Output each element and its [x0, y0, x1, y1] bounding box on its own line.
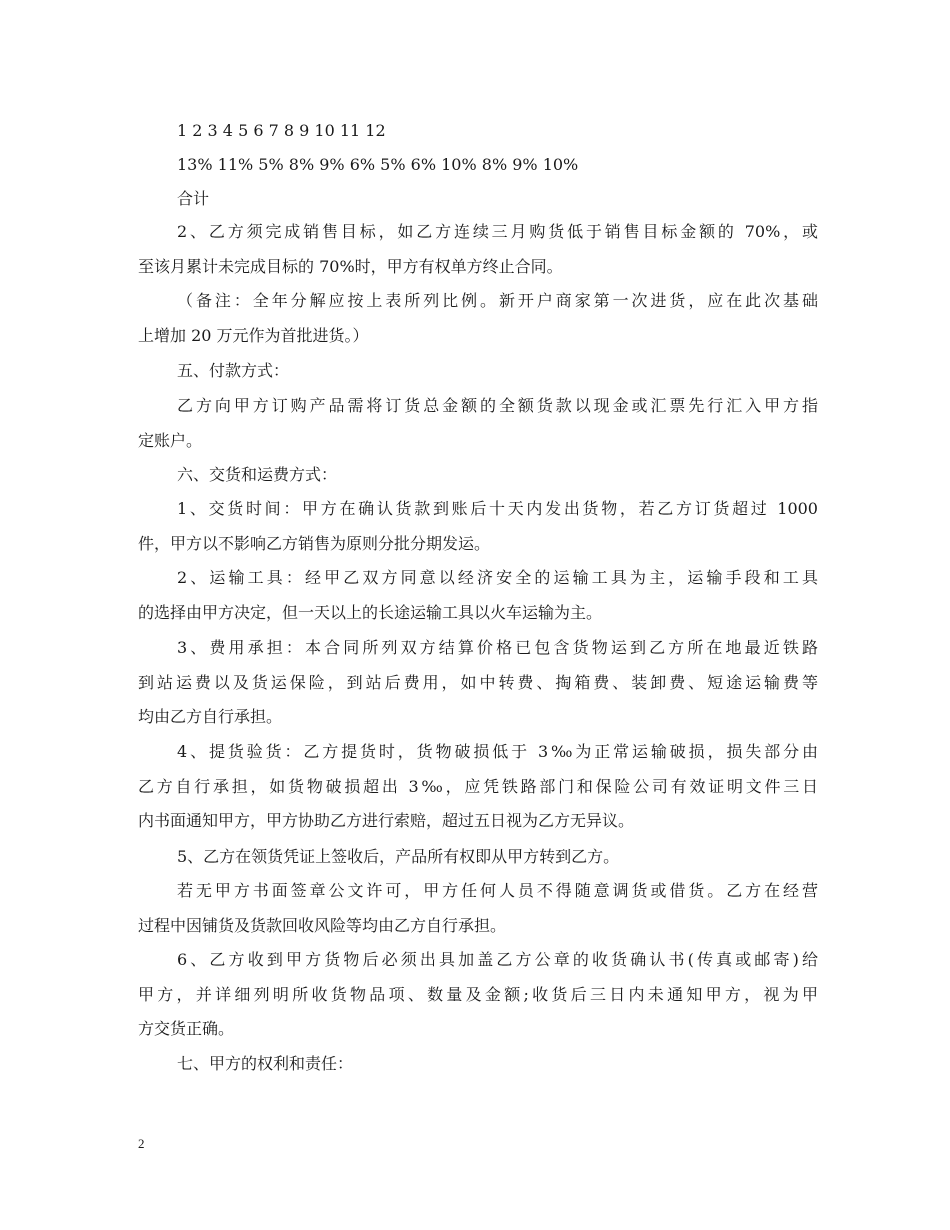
text-line: 2、运输工具：经甲乙双方同意以经济安全的运输工具为主，运输手段和工具	[177, 568, 818, 587]
text-line: 乙方向甲方订购产品需将订货总金额的全额货款以现金或汇票先行汇入甲方指	[177, 396, 818, 415]
text-line: 若无甲方书面签章公文许可，甲方任何人员不得随意调货或借货。乙方在经营	[177, 881, 818, 900]
text-line: 上增加 20 万元作为首批进货。）	[138, 325, 369, 345]
text-line: 13% 11% 5% 8% 9% 6% 5% 6% 10% 8% 9% 10%	[177, 155, 579, 174]
text-line: 5、乙方在领货凭证上签收后，产品所有权即从甲方转到乙方。	[177, 847, 620, 866]
total-label	[138, 182, 818, 217]
text-line: 到站运费以及货运保险，到站后费用，如中转费、掏箱费、装卸费、短途运输费等	[138, 672, 818, 692]
text-line: 1 2 3 4 5 6 7 8 9 10 11 12	[177, 121, 386, 140]
text-line: 均由乙方自行承担。	[138, 707, 283, 726]
text-line: 4、提货验货：乙方提货时，货物破损低于 3‰为正常运输破损，损失部分由	[177, 742, 818, 761]
text-line: 的选择由甲方决定，但一天以上的长途运输工具以火车运输为主。	[138, 602, 603, 622]
text-line: 五、付款方式：	[177, 361, 290, 380]
text-line: 六、交货和运费方式：	[177, 465, 338, 484]
clause-paragraph	[138, 215, 818, 284]
text-line: 方交货正确。	[138, 1019, 235, 1038]
text-line: 内书面通知甲方，甲方协助乙方进行索赔，超过五日视为乙方无异议。	[138, 811, 635, 830]
clause-paragraph	[138, 943, 818, 1047]
clause-paragraph	[138, 874, 818, 943]
clause-paragraph	[138, 561, 818, 630]
clause-paragraph	[138, 389, 818, 458]
page-number: 2	[138, 1136, 145, 1151]
month-percentage-row	[138, 148, 818, 183]
text-line: 2、乙方须完成销售目标，如乙方连续三月购货低于销售目标金额的 70%，或	[177, 222, 818, 241]
text-line: 6、乙方收到甲方货物后必须出具加盖乙方公章的收货确认书(传真或邮寄)给	[177, 950, 818, 969]
text-line: （备注：全年分解应按上表所列比例。新开户商家第一次进货，应在此次基础	[177, 291, 818, 310]
clause-paragraph	[138, 492, 818, 561]
text-line: 3、费用承担：本合同所列双方结算价格已包含货物运到乙方所在地最近铁路	[177, 638, 818, 657]
clause-paragraph	[138, 840, 818, 875]
section-heading	[138, 458, 818, 493]
clause-paragraph	[138, 631, 818, 735]
text-line: 过程中因铺货及货款回收风险等均由乙方自行承担。	[138, 915, 507, 935]
text-line: 定账户。	[138, 430, 203, 450]
clause-paragraph	[138, 735, 818, 839]
section-heading	[138, 354, 818, 389]
month-number-row	[138, 114, 818, 149]
section-heading	[138, 1047, 818, 1082]
text-line: 件，甲方以不影响乙方销售为原则分批分期发运。	[138, 533, 491, 553]
text-line: 甲方，并详细列明所收货物品项、数量及金额;收货后三日内未通知甲方，视为甲	[138, 984, 818, 1004]
text-line: 乙方自行承担，如货物破损超出 3‰，应凭铁路部门和保险公司有效证明文件三日	[138, 776, 818, 796]
text-line: 合计	[177, 189, 210, 208]
text-line: 至该月累计未完成目标的 70%时，甲方有权单方终止合同。	[138, 256, 563, 276]
text-line: 七、甲方的权利和责任：	[177, 1054, 354, 1073]
note-paragraph	[138, 284, 818, 353]
text-line: 1、交货时间：甲方在确认货款到账后十天内发出货物，若乙方订货超过 1000	[177, 499, 818, 518]
